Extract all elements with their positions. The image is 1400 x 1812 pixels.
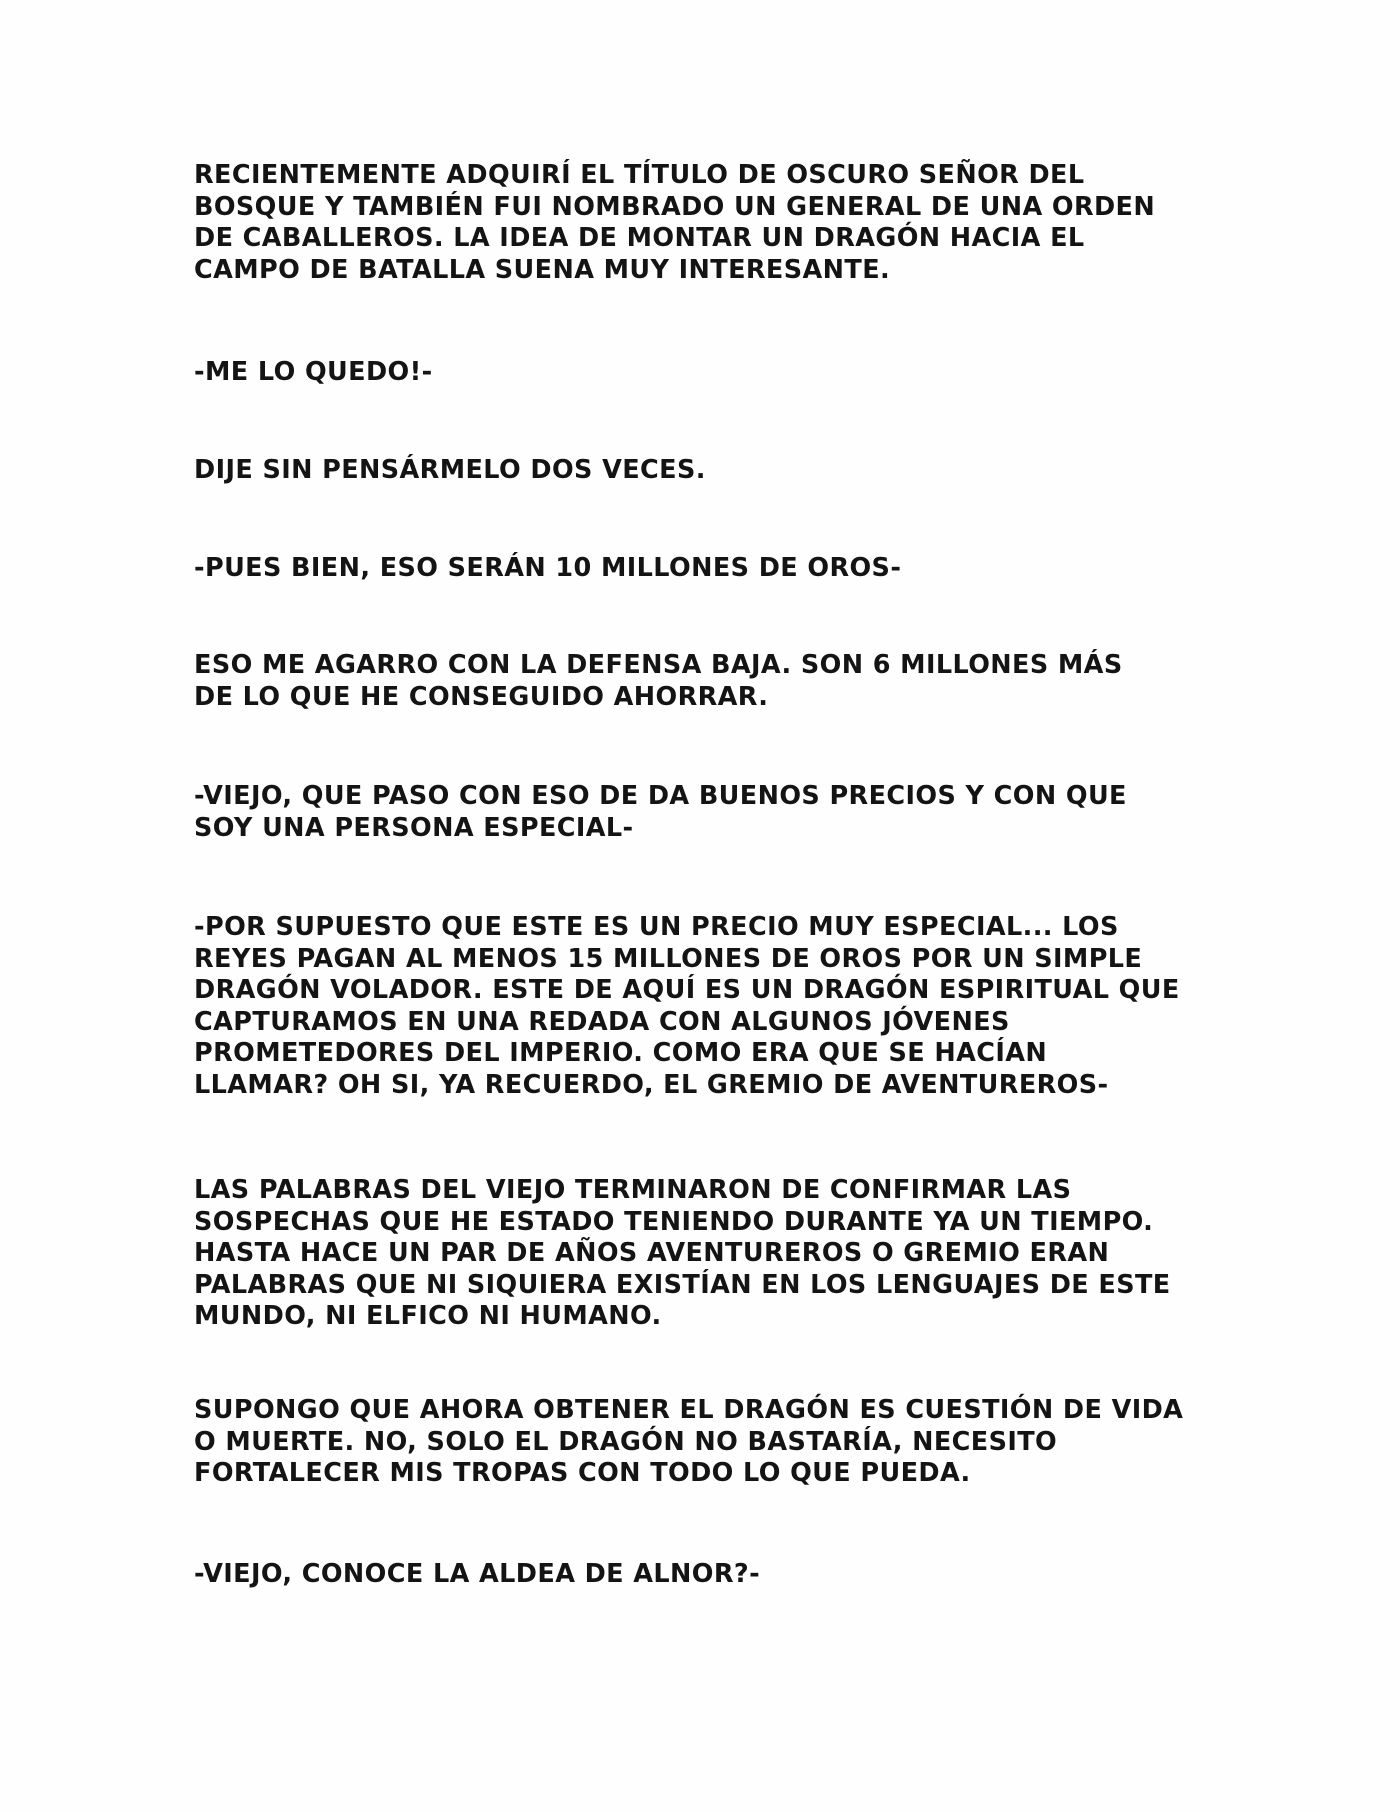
paragraph-dialogue-alnor: -VIEJO, CONOCE LA ALDEA DE ALNOR?- (194, 1559, 761, 1589)
paragraph-dialogue-dragon: -POR SUPUESTO QUE ESTE ES UN PRECIO MUY ESPECIAL... LOS REYES PAGAN AL MENOS 15 MILLONES DE OROS POR UN SIMPLE DRAGÓN VOLADOR. ESTE DE AQUÍ ES UN DRAGÓN ESPIRITUAL QUE CAPTURAMOS EN UNA REDADA CON ALGUNOS JÓVENES PROMETEDORES DEL IMPERIO. COMO ERA QUE SE HACÍAN LLAMAR? OH SI, YA RECUERDO, EL GREMIO DE AVENTUREROS- (194, 912, 1180, 1100)
paragraph-narration-suspicions: LAS PALABRAS DEL VIEJO TERMINARON DE CONFIRMAR LAS SOSPECHAS QUE HE ESTADO TENIENDO DURANTE YA UN TIEMPO. HASTA HACE UN PAR DE AÑOS AVENTUREROS O GREMIO ERAN PALABRAS QUE NI SIQUIERA EXISTÍAN EN LOS LENGUAJES DE ESTE MUNDO, NI ELFICO NI HUMANO. (194, 1175, 1171, 1331)
paragraph-dialogue-price: -PUES BIEN, ESO SERÁN 10 MILLONES DE OROS- (194, 553, 902, 583)
paragraph-narration-life-death: SUPONGO QUE AHORA OBTENER EL DRAGÓN ES CUESTIÓN DE VIDA O MUERTE. NO, SOLO EL DRAGÓN NO BASTARÍA, NECESITO FORTALECER MIS TROPAS CON TODO LO QUE PUEDA. (194, 1395, 1184, 1488)
paragraph-dialogue-special: -VIEJO, QUE PASO CON ESO DE DA BUENOS PRECIOS Y CON QUE SOY UNA PERSONA ESPECIAL- (194, 781, 1127, 843)
paragraph-narration-said: DIJE SIN PENSÁRMELO DOS VECES. (194, 455, 706, 485)
paragraph-narration-savings: ESO ME AGARRO CON LA DEFENSA BAJA. SON 6 MILLONES MÁS DE LO QUE HE CONSEGUIDO AHORRAR. (194, 650, 1123, 712)
paragraph-title-acquired: RECIENTEMENTE ADQUIRÍ EL TÍTULO DE OSCURO SEÑOR DEL BOSQUE Y TAMBIÉN FUI NOMBRADO UN GENERAL DE UNA ORDEN DE CABALLEROS. LA IDEA DE MONTAR UN DRAGÓN HACIA EL CAMPO DE BATALLA SUENA MUY INTERESANTE. (194, 160, 1156, 285)
paragraph-dialogue-keep: -ME LO QUEDO!- (194, 357, 433, 387)
